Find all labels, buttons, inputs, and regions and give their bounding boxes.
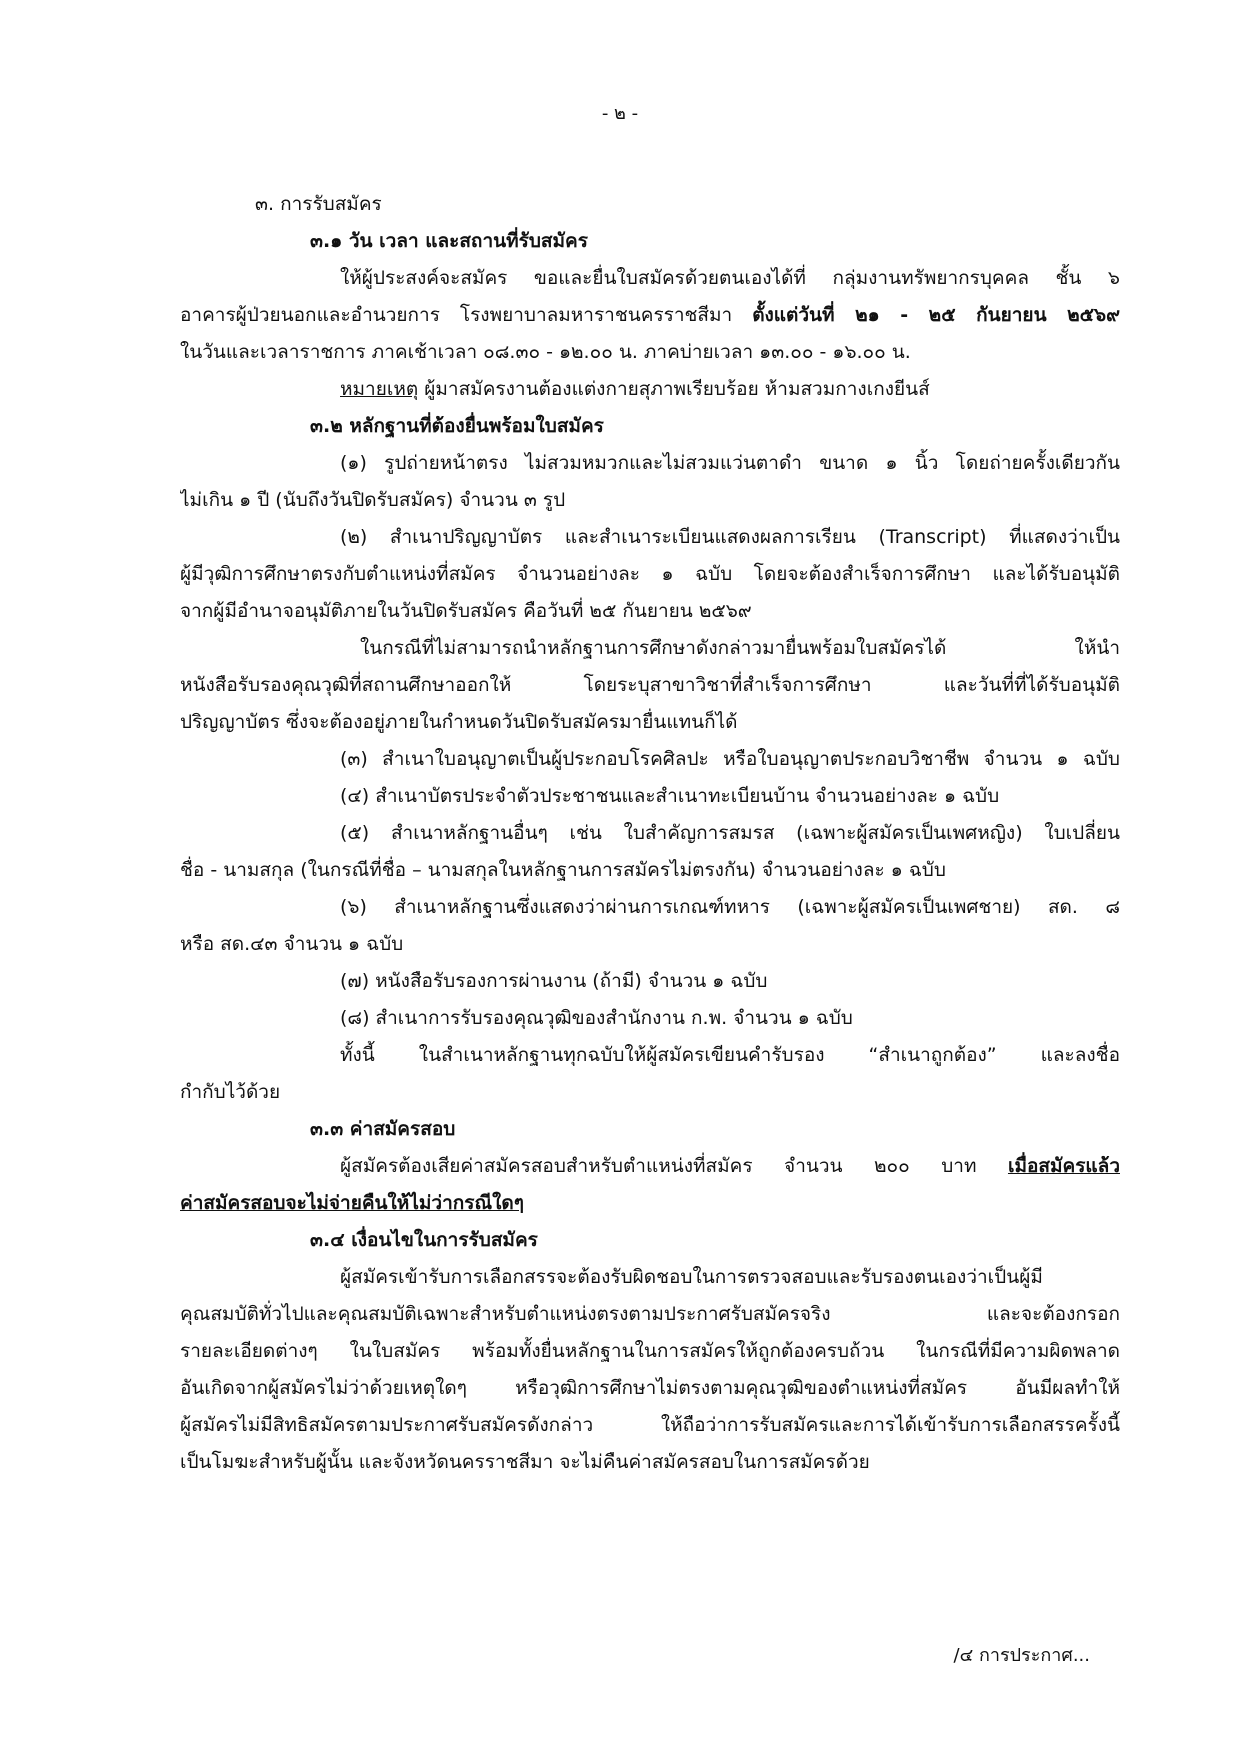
section-3-3-line-1 bbox=[180, 1148, 1120, 1185]
item-5-line-2: ชื่อ - นามสกุล (ในกรณีที่ชื่อ – นามสกุลในหลักฐานการสมัครไม่ตรงกัน) จำนวนอย่างละ ๑ ฉบับ bbox=[180, 859, 946, 881]
item-7: (๗) หนังสือรับรองการผ่านงาน (ถ้ามี) จำนวน ๑ ฉบับ bbox=[340, 970, 768, 992]
note-text: ผู้มาสมัครงานต้องแต่งกายสุภาพเรียบร้อย ห้ามสวมกางเกงยีนส์ bbox=[418, 378, 930, 400]
section-3-4-line-2: คุณสมบัติทั่วไปและคุณสมบัติเฉพาะสำหรับตำแหน่งตรงตามประกาศรับสมัครจริง และจะต้องกรอก bbox=[180, 1303, 1120, 1325]
section-3-4-line-6: เป็นโมฆะสำหรับผู้นั้น และจังหวัดนครราชสีมา จะไม่คืนค่าสมัครสอบในการสมัครด้วย bbox=[180, 1451, 870, 1473]
section-3-4-line-4: อันเกิดจากผู้สมัครไม่ว่าด้วยเหตุใดๆ หรือวุฒิการศึกษาไม่ตรงตามคุณวุฒิของตำแหน่งที่สมัคร อันมีผลทำให้ bbox=[180, 1377, 1120, 1399]
item-1-line-2: ไม่เกิน ๑ ปี (นับถึงวันปิดรับสมัคร) จำนวน ๓ รูป bbox=[180, 489, 566, 511]
section-3-1-line-1: ให้ผู้ประสงค์จะสมัคร ขอและยื่นใบสมัครด้วยตนเองได้ที่ กลุ่มงานทรัพยากรบุคคล ชั้น ๖ bbox=[340, 267, 1120, 289]
section-3-4-heading: ๓.๔ เงื่อนไขในการรับสมัคร bbox=[310, 1229, 538, 1251]
section-3-1-heading: ๓.๑ วัน เวลา และสถานที่รับสมัคร bbox=[310, 230, 588, 252]
item-6-line-1: (๖) สำเนาหลักฐานซึ่งแสดงว่าผ่านการเกณฑ์ทหาร (เฉพาะผู้สมัครเป็นเพศชาย) สด. ๘ bbox=[340, 896, 1120, 918]
item-2-line-3: จากผู้มีอำนาจอนุมัติภายในวันปิดรับสมัคร คือวันที่ ๒๕ กันยายน ๒๕๖๙ bbox=[180, 600, 752, 622]
section-3-4-line-1: ผู้สมัครเข้ารับการเลือกสรรจะต้องรับผิดชอบในการตรวจสอบและรับรองตนเองว่าเป็นผู้มี bbox=[340, 1266, 1043, 1288]
fee-text: ผู้สมัครต้องเสียค่าสมัครสอบสำหรับตำแหน่งที่สมัคร จำนวน ๒๐๐ บาท bbox=[340, 1155, 1008, 1177]
item-4: (๔) สำเนาบัตรประจำตัวประชาชนและสำเนาทะเบียนบ้าน จำนวนอย่างละ ๑ ฉบับ bbox=[340, 785, 1000, 807]
item-6-line-2: หรือ สด.๔๓ จำนวน ๑ ฉบับ bbox=[180, 933, 404, 955]
section-3-1-note bbox=[180, 371, 1120, 408]
certify-line-2: กำกับไว้ด้วย bbox=[180, 1081, 281, 1103]
item-3: (๓) สำเนาใบอนุญาตเป็นผู้ประกอบโรคศิลปะ หรือใบอนุญาตประกอบวิชาชีพ จำนวน ๑ ฉบับ bbox=[340, 748, 1120, 770]
section-3-4-line-5: ผู้สมัครไม่มีสิทธิสมัครตามประกาศรับสมัครดังกล่าว ให้ถือว่าการรับสมัครและการได้เข้ารับการเลือกสรรครั้งนี้ bbox=[180, 1414, 1120, 1436]
note-label: หมายเหตุ bbox=[340, 378, 419, 400]
section-3-1-dates: ตั้งแต่วันที่ ๒๑ - ๒๕ กันยายน ๒๕๖๙ bbox=[752, 304, 1120, 326]
item-8: (๘) สำเนาการรับรองคุณวุฒิของสำนักงาน ก.พ. จำนวน ๑ ฉบับ bbox=[340, 1007, 853, 1029]
section-3-3-heading: ๓.๓ ค่าสมัครสอบ bbox=[310, 1118, 456, 1140]
item-2-paragraph-line-1: ในกรณีที่ไม่สามารถนำหลักฐานการศึกษาดังกล่าวมายื่นพร้อมใบสมัครได้ ให้นำ bbox=[360, 637, 1120, 659]
item-5-line-1: (๕) สำเนาหลักฐานอื่นๆ เช่น ใบสำคัญการสมรส (เฉพาะผู้สมัครเป็นเพศหญิง) ใบเปลี่ยน bbox=[340, 822, 1120, 844]
document-body bbox=[180, 186, 1120, 1481]
certify-line-1: ทั้งนี้ ในสำเนาหลักฐานทุกฉบับให้ผู้สมัครเขียนคำรับรอง “สำเนาถูกต้อง” และลงชื่อ bbox=[340, 1044, 1120, 1066]
continuation-footer: /๔ การประกาศ... bbox=[953, 1645, 1090, 1666]
fee-warning-end: ค่าสมัครสอบจะไม่จ่ายคืนให้ไม่ว่ากรณีใดๆ bbox=[180, 1192, 524, 1214]
item-2-line-2: ผู้มีวุฒิการศึกษาตรงกับตำแหน่งที่สมัคร จำนวนอย่างละ ๑ ฉบับ โดยจะต้องสำเร็จการศึกษา และได้รับอนุมัติ bbox=[180, 563, 1120, 585]
section-3-1-line-3: ในวันและเวลาราชการ ภาคเช้าเวลา ๐๘.๓๐ - ๑๒.๐๐ น. ภาคบ่ายเวลา ๑๓.๐๐ - ๑๖.๐๐ น. bbox=[180, 341, 911, 363]
section-3-1-location: อาคารผู้ป่วยนอกและอำนวยการ โรงพยาบาลมหาราชนครราชสีมา bbox=[180, 304, 753, 326]
fee-warning-start: เมื่อสมัครแล้ว bbox=[1007, 1155, 1120, 1177]
item-2-paragraph-line-2: หนังสือรับรองคุณวุฒิที่สถานศึกษาออกให้ โดยระบุสาขาวิชาที่สำเร็จการศึกษา และวันที่ที่ได้รับอนุมัติ bbox=[180, 674, 1120, 696]
item-2-line-1: (๒) สำเนาปริญญาบัตร และสำเนาระเบียนแสดงผลการเรียน (Transcript) ที่แสดงว่าเป็น bbox=[340, 526, 1120, 548]
item-2-paragraph-line-3: ปริญญาบัตร ซึ่งจะต้องอยู่ภายในกำหนดวันปิดรับสมัครมายื่นแทนก็ได้ bbox=[180, 711, 738, 733]
item-1-line-1: (๑) รูปถ่ายหน้าตรง ไม่สวมหมวกและไม่สวมแว่นตาดำ ขนาด ๑ นิ้ว โดยถ่ายครั้งเดียวกัน bbox=[340, 452, 1120, 474]
page-number: - ๒ - bbox=[601, 103, 639, 124]
section-3-heading: ๓. การรับสมัคร bbox=[255, 193, 382, 215]
section-3-2-heading: ๓.๒ หลักฐานที่ต้องยื่นพร้อมใบสมัคร bbox=[310, 415, 604, 437]
section-3-4-line-3: รายละเอียดต่างๆ ในใบสมัคร พร้อมทั้งยื่นหลักฐานในการสมัครให้ถูกต้องครบถ้วน ในกรณีที่มีความผิดพลาด bbox=[180, 1340, 1120, 1362]
section-3-1-line-2 bbox=[180, 297, 1120, 334]
